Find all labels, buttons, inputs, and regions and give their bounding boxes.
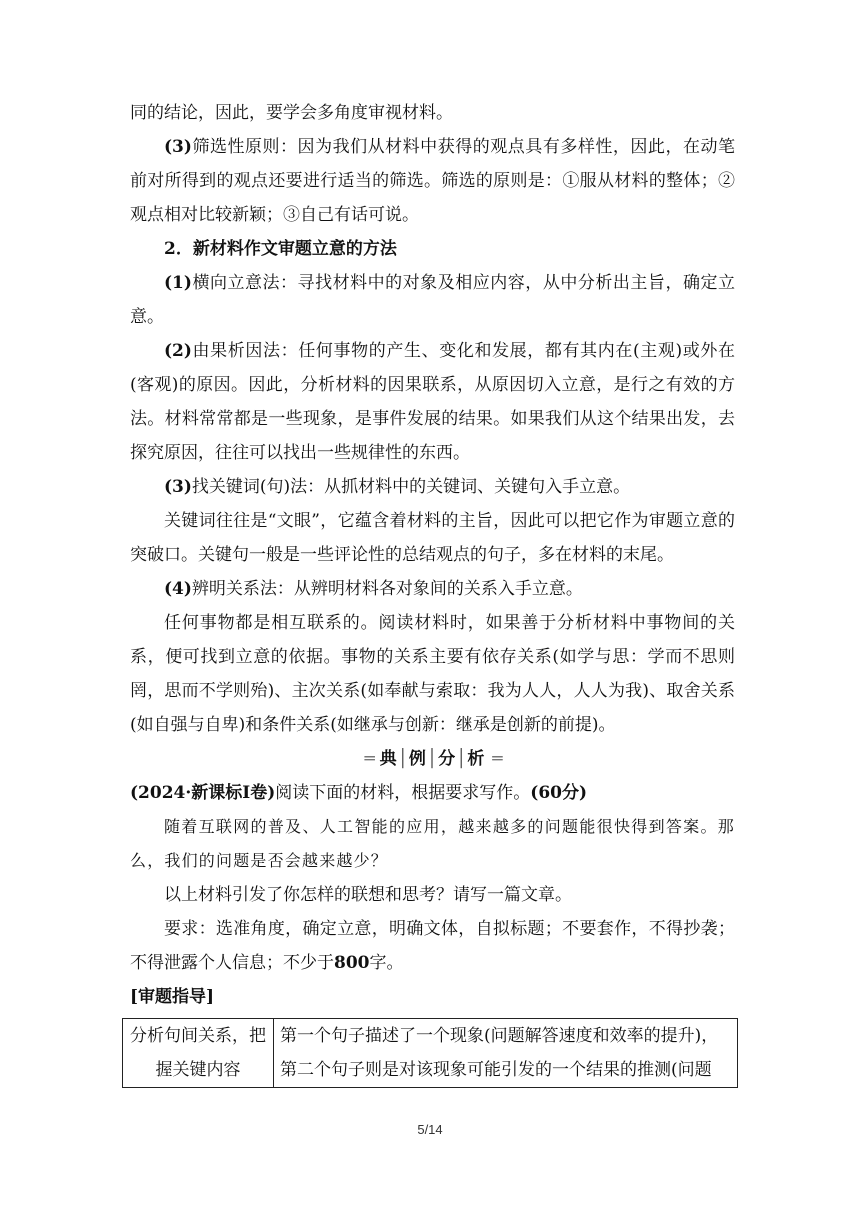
item-label: (2) (164, 341, 192, 361)
method-2 (130, 334, 735, 470)
item-text: 筛选性原则：因为我们从材料中获得的观点具有多样性，因此，在动笔前对所得到的观点还要进行适当的筛选。筛选的原则是：①服从材料的整体；②观点相对比较新颖；③自己有话可说。 (130, 137, 735, 225)
method-3-description: 关键词往往是“文眼”，它蕴含着材料的主旨，因此可以把它作为审题立意的突破口。关键句一般是一些评论性的总结观点的句子，多在材料的末尾。 (130, 511, 735, 565)
section-heading: 2．新材料作文审题立意的方法 (164, 239, 397, 259)
principle-3 (130, 130, 735, 232)
guide-table (122, 1018, 738, 1088)
table-cell-content: 第一个句子描述了一个现象(问题解答速度和效率的提升)，第二个句子则是对该现象可能引发的一个结果的推测(问题 (274, 1019, 738, 1088)
question-score: (60分) (530, 783, 588, 803)
item-text: 辨明关系法：从辨明材料各对象间的关系入手立意。 (191, 579, 583, 599)
item-text: 由果析因法：任何事物的产生、变化和发展，都有其内在(主观)或外在(客观)的原因。因此，分析材料的因果联系，从原因切入立意，是行之有效的方法。材料常常都是一些现象，是事件发展的结果。如果我们从这个结果出发，去探究原因，往往可以找出一些规律性的东西。 (130, 341, 735, 463)
table-row (123, 1019, 738, 1088)
word-count: 800 (334, 953, 370, 973)
item-label: (3) (164, 137, 192, 157)
material-text: 随着互联网的普及、人工智能的应用，越来越多的问题能很快得到答案。那么，我们的问题是否会越来越少？ (130, 817, 735, 870)
banner-char: 分 (438, 749, 457, 769)
document-body (130, 96, 735, 1088)
page-number: 5/14 (417, 1122, 443, 1137)
table-cell-label: 分析句间关系，把握关键内容 (123, 1019, 274, 1088)
banner-char: 析 (467, 749, 486, 769)
banner-left-decoration: ═ (364, 749, 373, 769)
item-text: 找关键词(句)法：从抓材料中的关键词、关键句入手立意。 (191, 477, 631, 497)
method-1 (130, 266, 735, 334)
banner-right-decoration: ═ (492, 749, 501, 769)
guide-title: [审题指导] (130, 987, 215, 1007)
item-text: 横向立意法：寻找材料中的对象及相应内容，从中分析出主旨，确定立意。 (130, 273, 735, 327)
method-3 (130, 470, 735, 504)
banner-char: 典 (379, 749, 398, 769)
requirements-end: 字。 (369, 953, 404, 973)
item-label: (3) (164, 477, 192, 497)
method-4 (130, 572, 735, 606)
example-analysis-banner: ═ 典│例│分│析 ═ (364, 749, 501, 769)
item-label: (4) (164, 579, 192, 599)
item-label: (1) (164, 273, 192, 293)
requirements-text: 要求：选准角度，确定立意，明确文体，自拟标题；不要套作，不得抄袭；不得泄露个人信息；不少于 (130, 919, 735, 973)
question-line (130, 776, 735, 810)
question-source: (2024·新课标Ⅰ卷) (130, 783, 276, 803)
question-text: 阅读下面的材料，根据要求写作。 (275, 783, 531, 803)
method-4-description: 任何事物都是相互联系的。阅读材料时，如果善于分析材料中事物间的关系，便可找到立意的依据。事物的关系主要有依存关系(如学与思：学而不思则罔，思而不学则殆)、主次关系(如奉献与索取：我为人人，人人为我)、取舍关系(如自强与自卑)和条件关系(如继承与创新：继承是创新的前提)。 (130, 613, 735, 735)
writing-prompt: 以上材料引发了你怎样的联想和思考？请写一篇文章。 (164, 885, 572, 905)
requirements (130, 912, 735, 980)
paragraph-continuation: 同的结论，因此，要学会多角度审视材料。 (130, 103, 453, 123)
banner-char: 例 (408, 749, 427, 769)
